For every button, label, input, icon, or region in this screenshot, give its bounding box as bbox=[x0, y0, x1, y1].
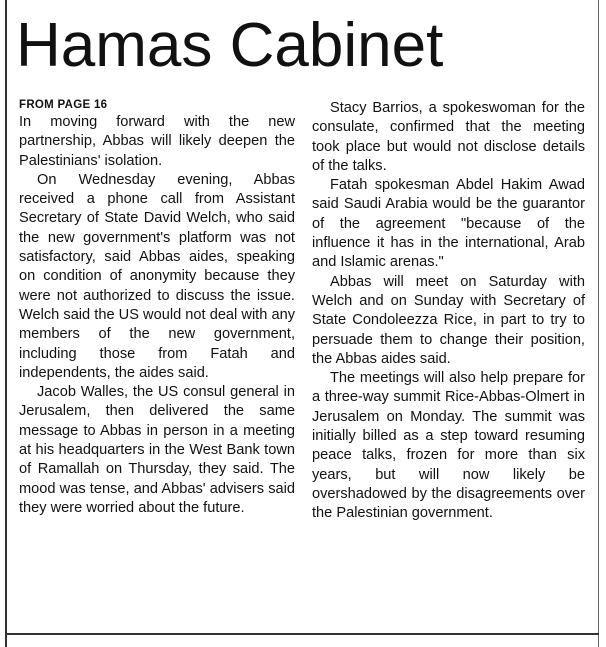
paragraph: The meetings will also help prepare for a three-way summit Rice-Abbas-Olmert in Jerusalem on Monday. The summit was initially billed as a step toward resuming peace talks, frozen for more than six years, but will now likely be overshadowed by the disagreements over the Palestinian government. bbox=[312, 370, 585, 522]
paragraph: Jacob Walles, the US consul general in Jerusalem, then delivered the same message to Abbas in person in a meeting at his headquarters in the West Bank town of Ramallah on Thursday, they said. The mood was tense, and Abbas' advisers said they were worried about the future. bbox=[19, 384, 295, 516]
column-rule-left bbox=[5, 0, 7, 647]
article-column-right bbox=[312, 99, 585, 524]
paragraph: In moving forward with the new partnership, Abbas will likely deepen the Palestinians' isolation. bbox=[19, 114, 295, 169]
kicker-from-page: FROM PAGE 16 bbox=[19, 99, 108, 111]
paragraph: On Wednesday evening, Abbas received a phone call from Assistant Secretary of State David Welch, who said the new government's platform was not satisfactory, said Abbas aides, speaking on condition of anonymity because they were not authorized to discuss the issue. Welch said the US would not deal with any members of the new government, including those from Fatah and independents, the aides said. bbox=[19, 171, 295, 381]
article-column-left bbox=[19, 99, 295, 518]
column-rule-right bbox=[598, 0, 599, 647]
headline: Hamas Cabinet bbox=[16, 11, 444, 80]
paragraph: Fatah spokesman Abdel Hakim Awad said Saudi Arabia would be the guarantor of the agreement "because of the influence it has in the international, Arab and Islamic arenas." bbox=[312, 177, 585, 271]
paragraph: Abbas will meet on Saturday with Welch and on Sunday with Secretary of State Condoleezza Rice, in part to try to persuade them to change their position, the Abbas aides said. bbox=[312, 273, 585, 367]
bottom-rule bbox=[5, 633, 599, 635]
paragraph: Stacy Barrios, a spokeswoman for the consulate, confirmed that the meeting took place but would not disclose details of the talks. bbox=[312, 100, 585, 174]
